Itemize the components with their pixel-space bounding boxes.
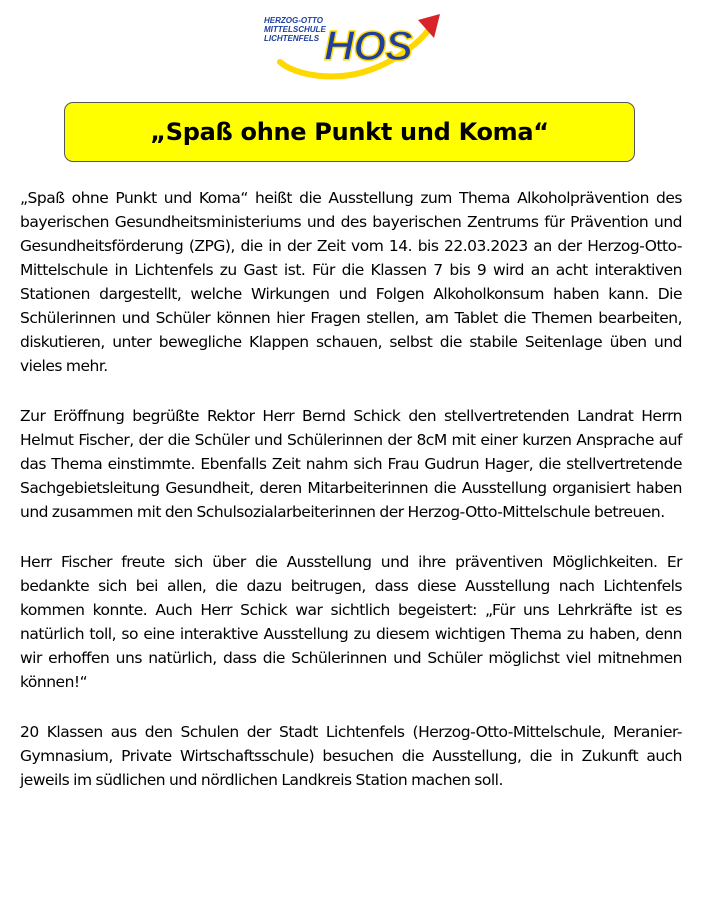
article-body — [20, 186, 682, 818]
logo-line-1: HERZOG-OTTO — [264, 16, 323, 25]
paragraph-4: 20 Klassen aus den Schulen der Stadt Lichtenfels (Herzog-Otto-Mittelschule, Meranier-Gymnasium, Private Wirtschaftsschule) besuchen die Ausstellung, die in Zukunft auch jeweils im südlichen und nördlichen Landkreis Station machen soll. — [20, 723, 682, 789]
paragraph-1: „Spaß ohne Punkt und Koma“ heißt die Ausstellung zum Thema Alkoholprävention des bayerischen Gesundheitsministeriums und des bayerischen Zentrums für Prävention und Gesundheitsförderung (ZPG), die in der Zeit vom 14. bis 22.03.2023 an der Herzog-Otto-Mittelschule in Lichtenfels zu Gast ist. Für die Klassen 7 bis 9 wird an acht interaktiven Stationen dargestellt, welche Wirkungen und Folgen Alkoholkonsum haben kann. Die Schülerinnen und Schüler können hier Fragen stellen, am Tablet die Themen bearbeiten, diskutieren, unter bewegliche Klappen schauen, selbst die stabile Seitenlage üben und vieles mehr. — [20, 189, 682, 375]
title-banner — [64, 102, 635, 162]
logo-line-3: LICHTENFELS — [264, 34, 320, 43]
logo-line-2: MITTELSCHULE — [264, 25, 326, 34]
paragraph-2: Zur Eröffnung begrüßte Rektor Herr Bernd Schick den stellvertretenden Landrat Herrn Helmut Fischer, der die Schüler und Schülerinnen der 8cM mit einer kurzen Ansprache auf das Thema einstimmte. Ebenfalls Zeit nahm sich Frau Gudrun Hager, die stellvertretende Sachgebietsleitung Gesundheit, deren Mitarbeiterinnen die Ausstellung organisiert haben und zusammen mit den Schulsozialarbeiterinnen der Herzog-Otto-Mittelschule betreuen. — [20, 407, 682, 521]
school-logo — [258, 12, 444, 82]
paragraph-3: Herr Fischer freute sich über die Ausstellung und ihre präventiven Möglichkeiten. Er bedankte sich bei allen, die dazu beitrugen, dass diese Ausstellung nach Lichtenfels kommen konnte. Auch Herr Schick war sichtlich begeistert: „Für uns Lehrkräfte ist es natürlich toll, so eine interaktive Ausstellung zu diesem wichtigen Thema zu haben, denn wir erhoffen uns natürlich, dass die Schülerinnen und Schüler möglichst viel mitnehmen können!“ — [20, 553, 682, 691]
logo-hos-text: HOS — [324, 22, 413, 69]
page-title: „Spaß ohne Punkt und Koma“ — [150, 118, 549, 146]
